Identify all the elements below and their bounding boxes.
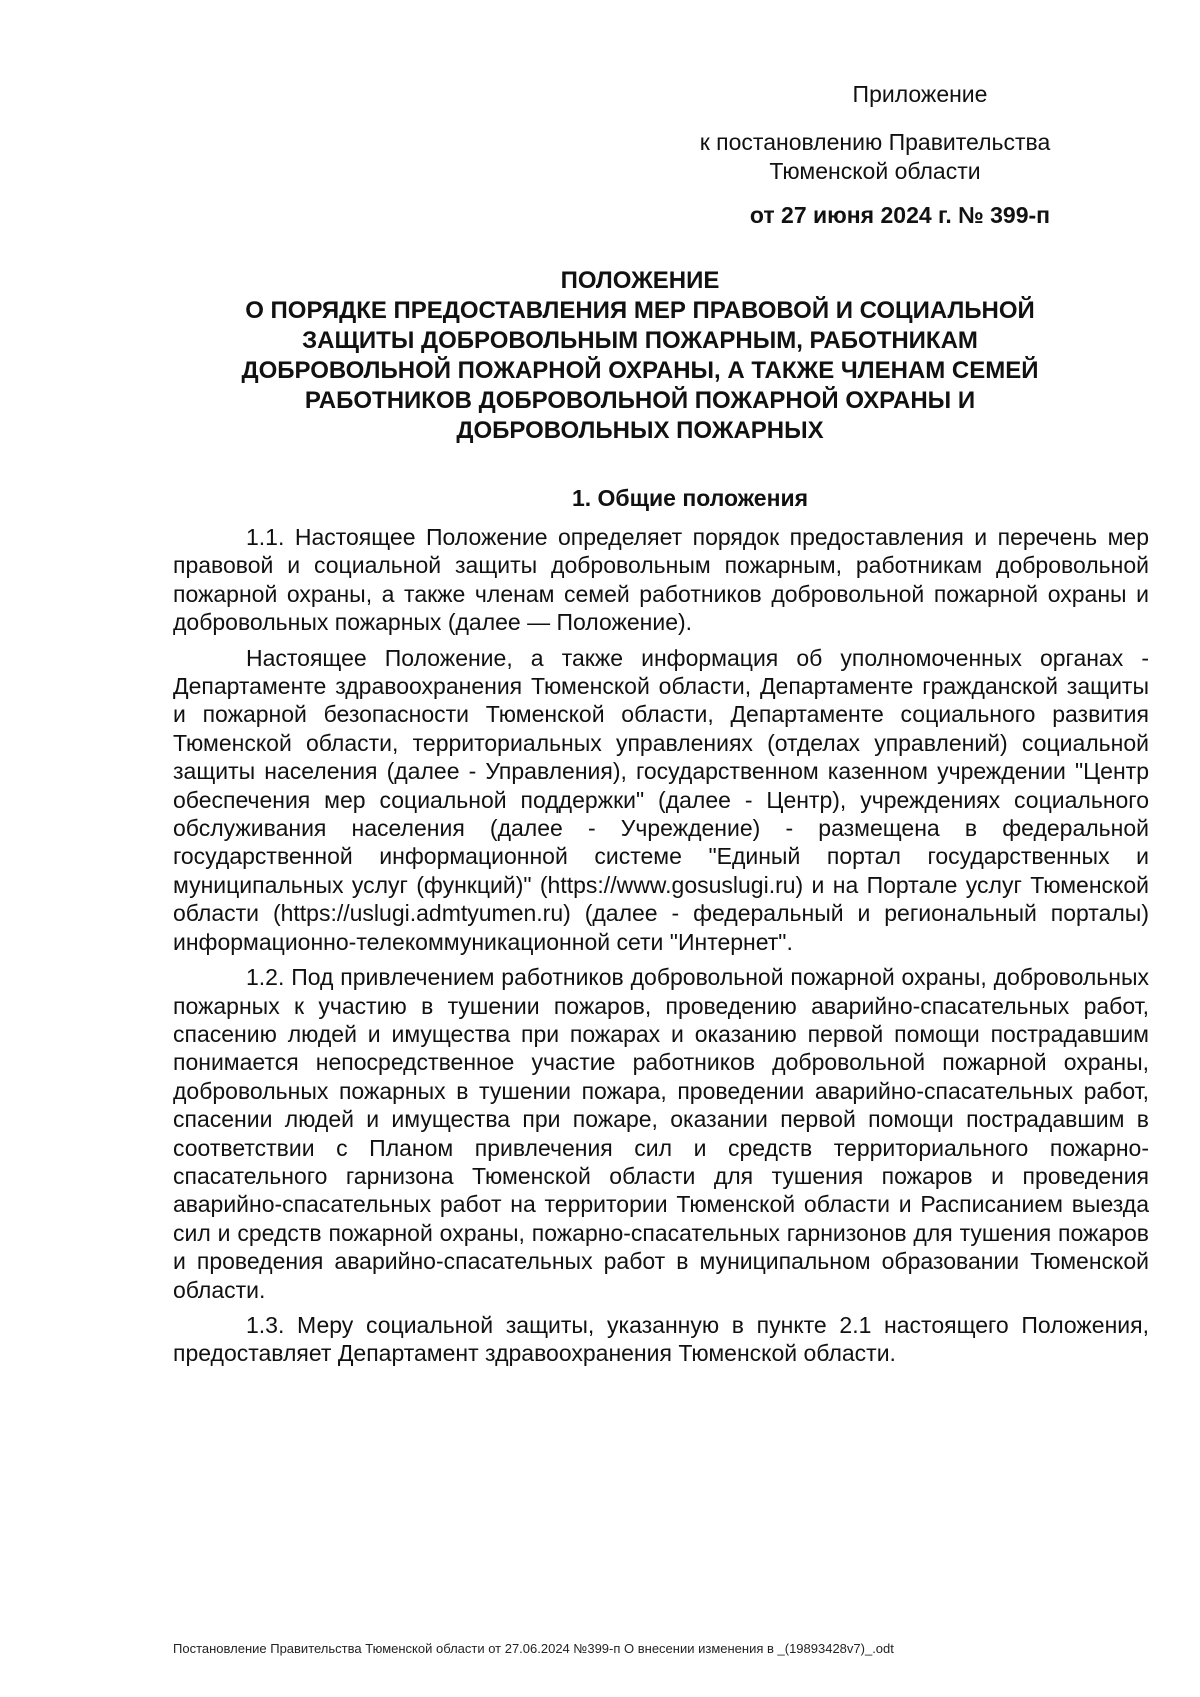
page-footer: Постановление Правительства Тюменской области от 27.06.2024 №399-п О внесении изменения в _(19893428v7)_.odt xyxy=(173,1641,894,1656)
annex-reference-line-1: к постановлению Правительства xyxy=(699,129,1051,155)
document-body xyxy=(173,523,1149,1375)
document-title xyxy=(170,266,1110,446)
paragraph-1-3: 1.3. Меру социальной защиты, указанную в пункте 2.1 настоящего Положения, предоставляет Департамент здравоохранения Тюменской области. xyxy=(173,1311,1149,1367)
paragraph-portals: Настоящее Положение, а также информация об уполномоченных органах - Департаменте здравоохранения Тюменской области, Департаменте гражданской защиты и пожарной безопасности Тюменской области, Департаменте социального развития Тюменской области, территориальных управлениях (отделах управлений) социальной защиты населения (далее - Управления), государственном казенном учреждении "Центр обеспечения мер социальной поддержки" (далее - Центр), учреждениях социального обслуживания населения (далее - Учреждение) - размещена в федеральной государственной информационной системе "Единый портал государственных и муниципальных услуг (функций)" (https://www.gosuslugi.ru) и на Портале услуг Тюменской области (https://uslugi.admtyumen.ru) (далее - федеральный и региональный порталы) информационно-телекоммуникационной сети "Интернет". xyxy=(173,644,1149,955)
annex-date-number: от 27 июня 2024 г. № 399-п xyxy=(749,202,1051,228)
document-title-line: О ПОРЯДКЕ ПРЕДОСТАВЛЕНИЯ МЕР ПРАВОВОЙ И СОЦИАЛЬНОЙ xyxy=(245,297,1035,324)
section-heading: 1. Общие положения xyxy=(571,485,809,511)
paragraph-1-1: 1.1. Настоящее Положение определяет порядок предоставления и перечень мер правовой и социальной защиты добровольным пожарным, работникам добровольной пожарной охраны, а также членам семей работников добровольной пожарной охраны и добровольных пожарных (далее — Положение). xyxy=(173,524,1149,636)
document-title-line: ДОБРОВОЛЬНЫХ ПОЖАРНЫХ xyxy=(456,417,824,444)
annex-title: Приложение xyxy=(852,81,988,107)
paragraph-1-2: 1.2. Под привлечением работников добровольной пожарной охраны, добровольных пожарных к участию в тушении пожаров, проведению аварийно-спасательных работ, спасению людей и имущества при пожарах и оказанию первой помощи пострадавшим понимается непосредственное участие работников добровольной пожарной охраны, добровольных пожарных в тушении пожара, проведении аварийно-спасательных работ, спасении людей и имущества при пожаре, оказании первой помощи пострадавшим в соответствии с Планом привлечения сил и средств территориального пожарно-спасательного гарнизона Тюменской области для тушения пожаров и проведения аварийно-спасательных работ на территории Тюменской области и Расписанием выезда сил и средств пожарной охраны, пожарно-спасательных гарнизонов для тушения пожаров и проведения аварийно-спасательных работ в муниципальном образовании Тюменской области. xyxy=(173,964,1149,1303)
document-title-line: ДОБРОВОЛЬНОЙ ПОЖАРНОЙ ОХРАНЫ, А ТАКЖЕ ЧЛЕНАМ СЕМЕЙ xyxy=(241,357,1039,384)
document-title-line: ПОЛОЖЕНИЕ xyxy=(560,267,720,294)
annex-reference-line-2: Тюменской области xyxy=(769,158,981,184)
document-title-line: ЗАЩИТЫ ДОБРОВОЛЬНЫМ ПОЖАРНЫМ, РАБОТНИКАМ xyxy=(302,327,978,354)
document-title-line: РАБОТНИКОВ ДОБРОВОЛЬНОЙ ПОЖАРНОЙ ОХРАНЫ И xyxy=(304,387,976,414)
